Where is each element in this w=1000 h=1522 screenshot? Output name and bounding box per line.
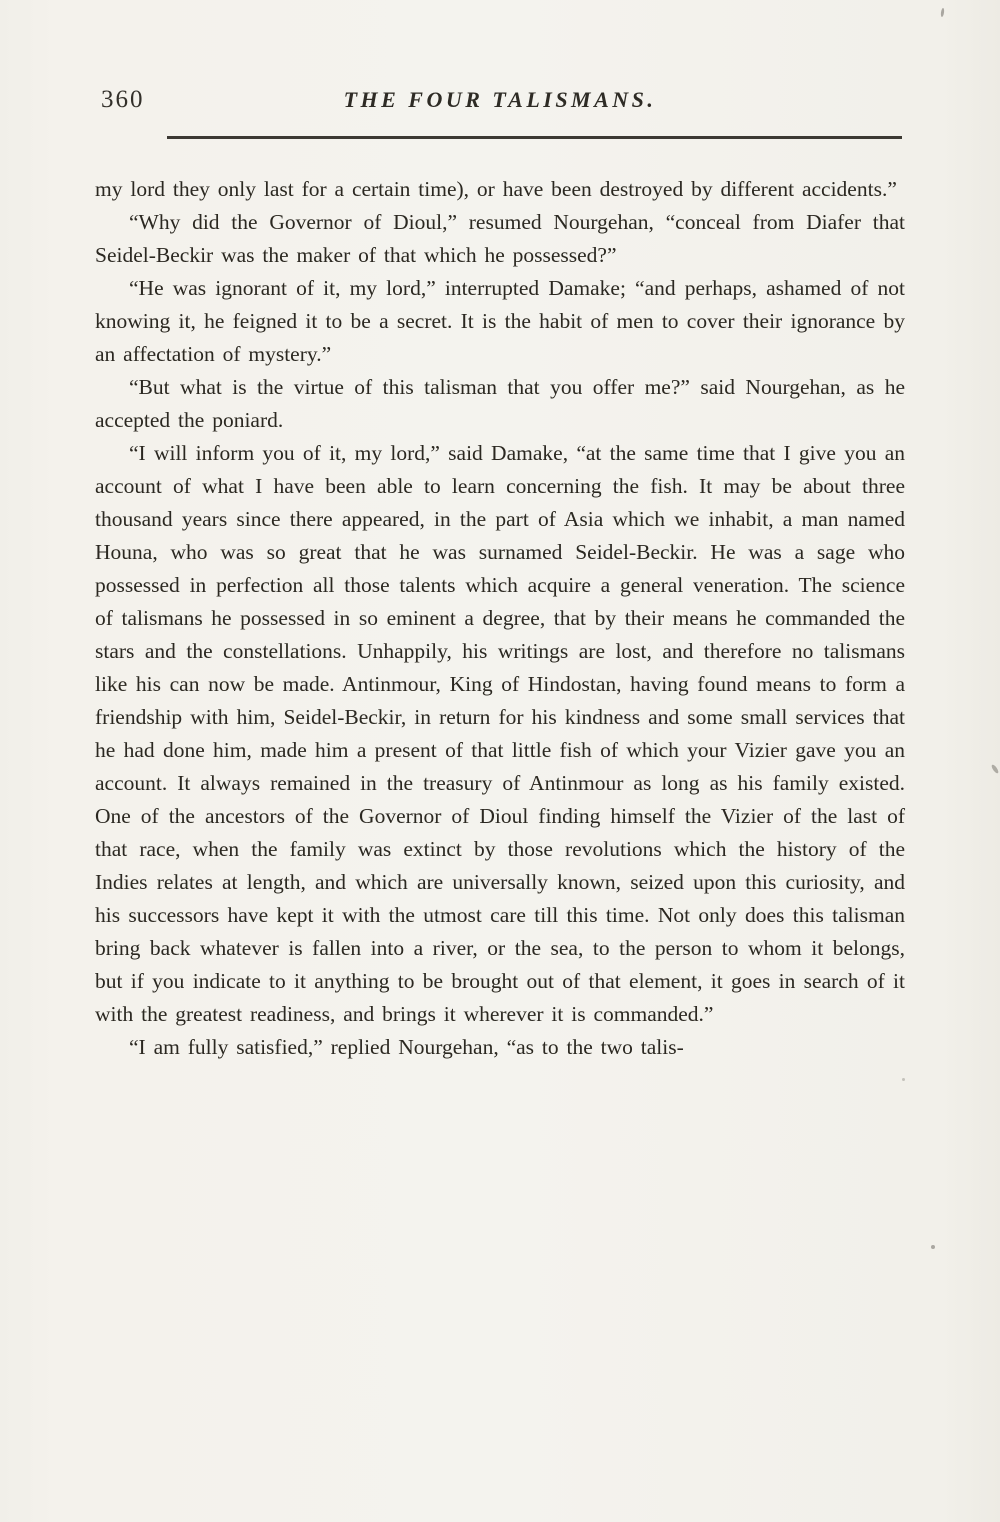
paragraph: “I am fully satisfied,” replied Nourgehan, “as to the two talis- [129,1034,684,1059]
running-title: THE FOUR TALISMANS. [343,87,657,112]
page-number: 360 [101,86,145,113]
paragraph: “But what is the virtue of this talisman that you offer me?” said Nourgehan, as he accepted the poniard. [95,374,905,432]
scan-speck [990,764,999,774]
scan-speck [931,1245,935,1249]
page-body [95,173,905,1064]
paragraph: “Why did the Governor of Dioul,” resumed Nourgehan, “conceal from Diafer that Seidel-Beckir was the maker of that which he possessed?” [95,209,905,267]
scan-speck [940,8,944,17]
page-header [95,84,905,124]
header-rule [167,136,902,139]
paragraph: “I will inform you of it, my lord,” said Damake, “at the same time that I give you an account of what I have been able to learn concerning the fish. It may be about three thousand years since there appeared, in the part of Asia which we inhabit, a man named Houna, who was so great that he was surnamed Seidel-Beckir. He was a sage who possessed in perfection all those talents which acquire a general veneration. The science of talismans he possessed in so eminent a degree, that by their means he commanded the stars and the constellations. Unhappily, his writings are lost, and therefore no talismans like his can now be made. Antinmour, King of Hindostan, having found means to form a friendship with him, Seidel-Beckir, in return for his kindness and some small services that he had done him, made him a present of that little fish of which your Vizier gave you an account. It always remained in the treasury of Antinmour as long as his family existed. One of the ancestors of the Governor of Dioul finding himself the Vizier of the last of that race, when the family was extinct by those revolutions which the history of the Indies relates at length, and which are universally known, seized upon this curiosity, and his successors have kept it with the utmost care till this time. Not only does this talisman bring back whatever is fallen into a river, or the sea, to the person to whom it belongs, but if you indicate to it anything to be brought out of that element, it goes in search of it with the greatest readiness, and brings it wherever it is commanded.” [95,440,905,1026]
scan-speck [902,1078,905,1081]
paragraph: my lord they only last for a certain time), or have been destroyed by different accidents.” [95,176,897,201]
paragraph: “He was ignorant of it, my lord,” interrupted Damake; “and perhaps, ashamed of not knowing it, he feigned it to be a secret. It is the habit of men to cover their ignorance by an affectation of mystery.” [95,275,905,366]
